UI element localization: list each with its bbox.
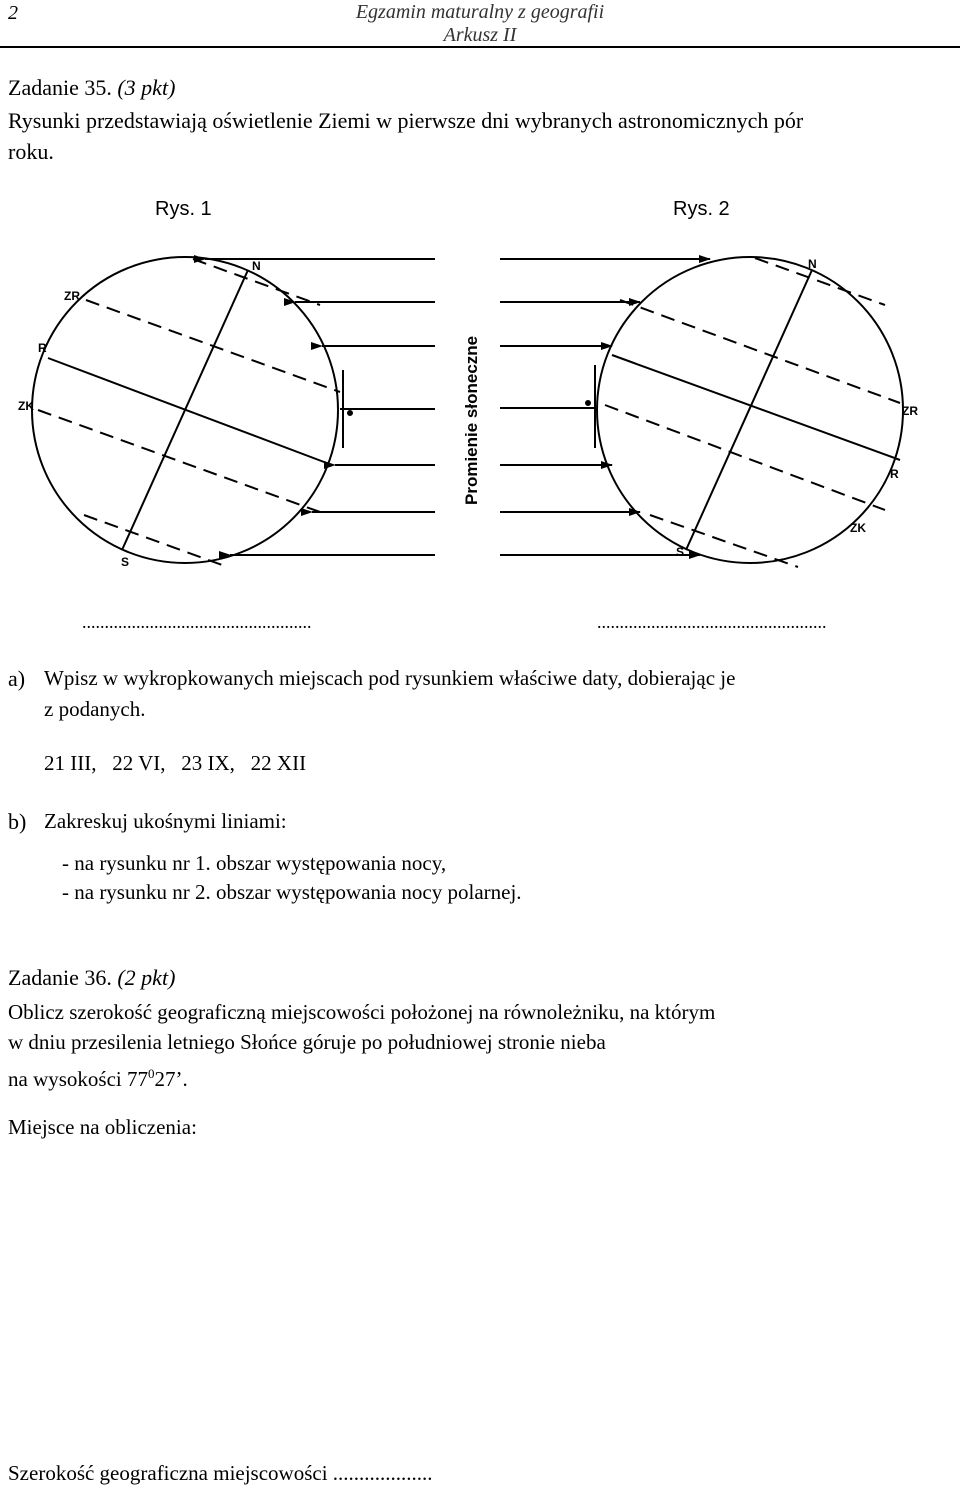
task36-points: (2 pkt) [117, 965, 176, 990]
fig2-axis [686, 270, 812, 550]
fig1-date-blank[interactable]: ................................................... [82, 612, 312, 632]
fig2-label-zr: ZR [902, 404, 918, 418]
earth-illumination-figure [0, 235, 960, 595]
fig1-label-zk: ZK [18, 399, 34, 413]
header-rule [0, 46, 960, 48]
task36-number-dot: . [106, 965, 112, 990]
fig2-equator [612, 355, 900, 460]
part-b-text: Zakreskuj ukośnymi liniami: [44, 809, 287, 833]
task35-intro-line1: Rysunki przedstawiają oświetlenie Ziemi w pierwsze dni wybranych astronomicznych pór [8, 108, 804, 133]
fig2-label-zk: ZK [850, 521, 866, 535]
page-number: 2 [8, 2, 18, 24]
task35-number: Zadanie 35. [8, 75, 112, 100]
fig1-label-s: S [121, 555, 130, 569]
part-a-line2: z podanych. [44, 697, 146, 721]
fig1-equator [48, 358, 332, 465]
part-b-item1: - na rysunku nr 1. obszar występowania nocy, [62, 851, 447, 875]
exam-title: Egzamin maturalny z geografii [355, 1, 605, 23]
task36-number: Zadanie 36 [8, 965, 107, 990]
fig2-label-s: S [676, 545, 685, 559]
task36-line3 [8, 1058, 188, 1095]
fig2-sun-rays [500, 259, 710, 555]
fig2-date-blank[interactable]: ................................................... [597, 612, 827, 632]
fig1-label-zr: ZR [64, 289, 80, 303]
task35-intro-line2: roku. [8, 139, 54, 164]
calc-area-label: Miejsce na obliczenia: [8, 1115, 197, 1139]
fig1-dashed-parallels [38, 259, 340, 566]
sun-rays-label: Promienie słoneczne [462, 335, 481, 505]
part-a-label: a) [8, 666, 26, 691]
task36-line3-pre: na wysokości 77 [8, 1067, 148, 1091]
task36-line1: Oblicz szerokość geograficzną miejscowości położonej na równoleżniku, na którym [8, 1000, 716, 1024]
fig2-label-n: N [808, 257, 817, 271]
answer-line[interactable]: Szerokość geograficzna miejscowości ................... [8, 1461, 433, 1485]
fig1-globe [18, 257, 340, 569]
task36-line3-post: 27’. [154, 1067, 188, 1091]
task35-points: (3 pkt) [117, 75, 176, 100]
part-b-item2: - na rysunku nr 2. obszar występowania nocy polarnej. [62, 880, 522, 904]
dates-options: 21 III, 22 VI, 23 IX, 22 XII [44, 751, 307, 775]
task36-heading [8, 965, 175, 991]
fig2-label-r: R [890, 467, 899, 481]
task36-degree: 0 [148, 1066, 155, 1081]
part-a [8, 663, 954, 694]
fig1-label-r: R [38, 341, 47, 355]
part-a-line1: Wpisz w wykropkowanych miejscach pod rysunkiem właściwe daty, dobierając je [44, 666, 736, 690]
fig2-caption: Rys. 2 [673, 198, 730, 220]
fig1-sun-rays [205, 259, 435, 555]
fig1-caption: Rys. 1 [155, 198, 212, 220]
fig2-globe [597, 257, 918, 567]
task36-line2: w dniu przesilenia letniego Słońce góruje po południowej stronie nieba [8, 1030, 606, 1054]
part-b-label: b) [8, 809, 27, 834]
sheet-label: Arkusz II [443, 24, 517, 46]
fig1-label-n: N [252, 259, 261, 273]
task35-heading [8, 75, 175, 101]
